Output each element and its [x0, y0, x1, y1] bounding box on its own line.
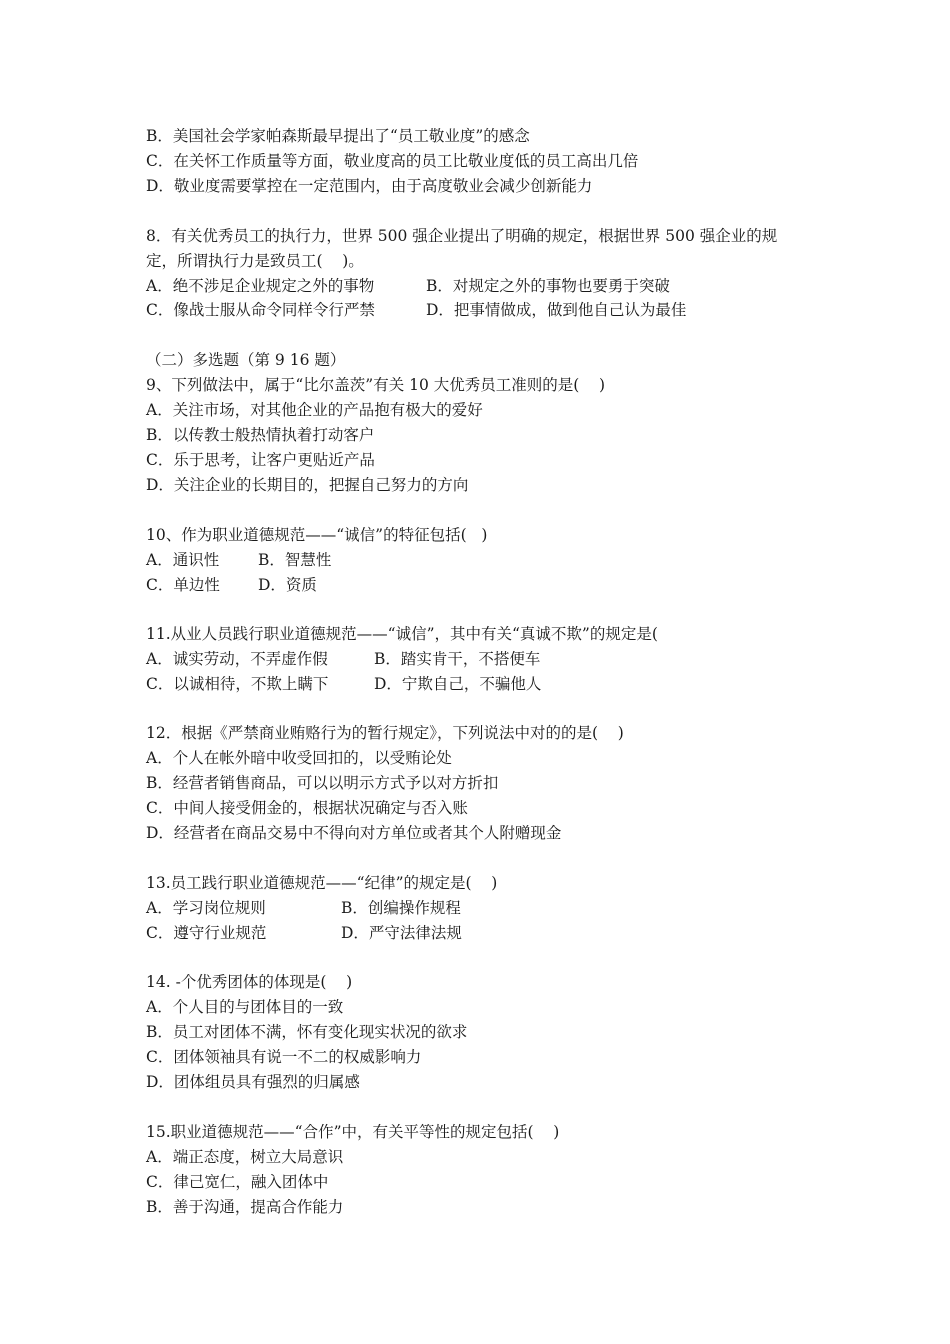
q10-stem: 10、作为职业道德规范——“诚信”的特征包括( ) [146, 526, 488, 544]
q8-option-b: B．对规定之外的事物也要勇于突破 [426, 277, 670, 295]
q12-option-c: C．中间人接受佣金的，根据状况确定与否入账 [146, 799, 468, 817]
q9-stem: 9、下列做法中，属于“比尔盖茨”有关 10 大优秀员工准则的是( ) [146, 376, 606, 394]
q12-option-b: B．经营者销售商品，可以以明示方式予以对方折扣 [146, 774, 499, 792]
q15-option-b: B．善于沟通，提高合作能力 [146, 1198, 344, 1216]
q7-option-b: B．美国社会学家帕森斯最早提出了“员工敬业度”的感念 [146, 127, 530, 145]
q14-option-d: D．团体组员具有强烈的归属感 [146, 1073, 360, 1091]
q8-stem-line1: 8．有关优秀员工的执行力，世界 500 强企业提出了明确的规定，根据世界 500 强企业的规 [146, 227, 778, 245]
q8-stem-line2: 定，所谓执行力是致员工( )。 [146, 252, 364, 270]
q14-option-a: A．个人目的与团体目的一致 [146, 998, 344, 1016]
q13-option-c: C．遵守行业规范 [146, 924, 267, 942]
q11-stem: 11.从业人员践行职业道德规范——“诚信”，其中有关“真诚不欺”的规定是( [146, 625, 658, 643]
q10-option-b: B．智慧性 [258, 551, 332, 569]
q14-stem: 14. -个优秀团体的体现是( ) [146, 973, 353, 991]
q7-option-c: C．在关怀工作质量等方面，敬业度高的员工比敬业度低的员工高出几倍 [146, 152, 639, 170]
q7-option-d: D．敬业度需要掌控在一定范围内，由于高度敬业会减少创新能力 [146, 177, 593, 195]
q12-stem: 12．根据《严禁商业贿赂行为的暂行规定》，下列说法中对的的是( ) [146, 724, 624, 742]
q9-option-c: C．乐于思考，让客户更贴近产品 [146, 451, 375, 469]
q11-option-d: D．宁欺自己，不骗他人 [374, 675, 542, 693]
q11-option-a: A．诚实劳动，不弄虚作假 [146, 650, 328, 668]
q8-option-c: C．像战士服从命令同样令行严禁 [146, 301, 375, 319]
q10-option-c: C．单边性 [146, 576, 220, 594]
q10-option-a: A．通识性 [146, 551, 220, 569]
q12-option-a: A．个人在帐外暗中收受回扣的，以受贿论处 [146, 749, 452, 767]
q10-option-d: D．资质 [258, 576, 317, 594]
q8-option-d: D．把事情做成，做到他自己认为最佳 [426, 301, 687, 319]
q9-option-d: D．关注企业的长期目的，把握自己努力的方向 [146, 476, 469, 494]
q8-option-a: A．绝不涉足企业规定之外的事物 [146, 277, 375, 295]
q9-option-a: A．关注市场，对其他企业的产品抱有极大的爱好 [146, 401, 483, 419]
q12-option-d: D．经营者在商品交易中不得向对方单位或者其个人附赠现金 [146, 824, 562, 842]
section-heading-multiple-choice: （二）多选题（第 9 16 题） [146, 351, 346, 369]
q15-stem: 15.职业道德规范——“合作”中，有关平等性的规定包括( ) [146, 1123, 560, 1141]
q9-option-b: B．以传教士般热情执着打动客户 [146, 426, 375, 444]
q13-stem: 13.员工践行职业道德规范——“纪律”的规定是( ) [146, 874, 498, 892]
q13-option-a: A．学习岗位规则 [146, 899, 266, 917]
q13-option-d: D．严守法律法规 [341, 924, 462, 942]
q14-option-b: B．员工对团体不满，怀有变化现实状况的欲求 [146, 1023, 468, 1041]
q11-option-c: C．以诚相待，不欺上瞒下 [146, 675, 329, 693]
q15-option-c: C．律己宽仁，融入团体中 [146, 1173, 329, 1191]
q14-option-c: C．团体领袖具有说一不二的权威影响力 [146, 1048, 422, 1066]
q11-option-b: B．踏实肯干，不搭便车 [374, 650, 541, 668]
q15-option-a: A．端正态度，树立大局意识 [146, 1148, 344, 1166]
q13-option-b: B．创编操作规程 [341, 899, 461, 917]
